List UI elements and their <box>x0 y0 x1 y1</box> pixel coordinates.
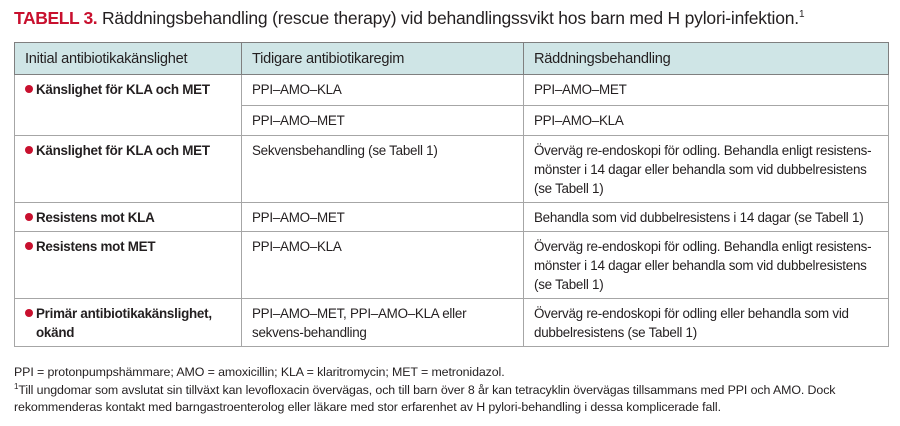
bullet-icon <box>25 242 33 250</box>
table-footnotes <box>14 364 888 417</box>
sensitivity-text: Primär antibiotikakänslighet, <box>36 306 212 321</box>
regimen-cell: Sekvensbehandling (se Tabell 1) <box>242 136 524 203</box>
sensitivity-text: Resistens mot KLA <box>36 210 155 225</box>
regimen-cell: PPI–AMO–KLA <box>242 232 524 299</box>
sensitivity-text: Resistens mot MET <box>36 239 156 254</box>
rescue-cell: Överväg re-endoskopi för odling eller behandla som vid dubbelresistens (se Tabell 1) <box>524 299 889 347</box>
regimen-cell: PPI–AMO–MET <box>242 105 524 136</box>
table-row <box>15 232 889 299</box>
table-row <box>15 203 889 232</box>
header-initial-sensitivity: Initial antibiotikakänslighet <box>15 43 242 75</box>
table-header-row <box>15 43 889 75</box>
table-label: TABELL 3. <box>14 8 98 28</box>
sensitivity-cell <box>15 136 242 203</box>
sensitivity-cell <box>15 232 242 299</box>
footnote-1 <box>14 382 888 417</box>
bullet-icon <box>25 146 33 154</box>
rescue-cell: Behandla som vid dubbelresistens i 14 dagar (se Tabell 1) <box>524 203 889 232</box>
sensitivity-cell <box>15 203 242 232</box>
bullet-icon <box>25 309 33 317</box>
sensitivity-cell <box>15 299 242 347</box>
table-row <box>15 136 889 203</box>
rescue-cell: PPI–AMO–KLA <box>524 105 889 136</box>
rescue-therapy-table <box>14 42 889 347</box>
sensitivity-text: Känslighet för KLA och MET <box>36 143 210 158</box>
rescue-cell: Överväg re-endoskopi för odling. Behandla enligt resistens-mönster i 14 dagar eller behandla som vid dubbelresistens (se Tabell 1) <box>524 136 889 203</box>
table-row <box>15 299 889 347</box>
table-title <box>14 7 804 29</box>
sensitivity-text: Känslighet för KLA och MET <box>36 82 210 97</box>
bullet-icon <box>25 85 33 93</box>
sensitivity-cell <box>15 75 242 136</box>
abbreviations-note: PPI = protonpumpshämmare; AMO = amoxicillin; KLA = klaritromycin; MET = metronidazol. <box>14 365 505 379</box>
regimen-cell: PPI–AMO–KLA <box>242 75 524 106</box>
header-previous-regimen: Tidigare antibiotikaregim <box>242 43 524 75</box>
footnote-1-text: Till ungdomar som avslutat sin tillväxt kan levofloxacin övervägas, och till barn över 8 år kan tetracyklin övervägas tillsammans med PPI och AMO. Dock rekommenderas kontakt med barngastroenterolog eller läkare med stor erfarenhet av H pylori-behandling i dessa komplicerade fall. <box>14 382 836 414</box>
table-title-text: Räddningsbehandling (rescue therapy) vid behandlingssvikt hos barn med H pylori-infektion. <box>101 8 799 28</box>
regimen-cell: PPI–AMO–MET, PPI–AMO–KLA eller sekvens-behandling <box>242 299 524 347</box>
table-row <box>15 75 889 106</box>
bullet-icon <box>25 213 33 221</box>
rescue-cell: PPI–AMO–MET <box>524 75 889 106</box>
regimen-cell: PPI–AMO–MET <box>242 203 524 232</box>
sensitivity-text-continued: okänd <box>36 325 75 340</box>
footnote-mark: 1 <box>14 381 19 391</box>
title-footnote-mark: 1 <box>798 9 805 21</box>
rescue-cell: Överväg re-endoskopi för odling. Behandla enligt resistens-mönster i 14 dagar eller behandla som vid dubbelresistens (se Tabell 1) <box>524 232 889 299</box>
header-rescue-treatment: Räddningsbehandling <box>524 43 889 75</box>
